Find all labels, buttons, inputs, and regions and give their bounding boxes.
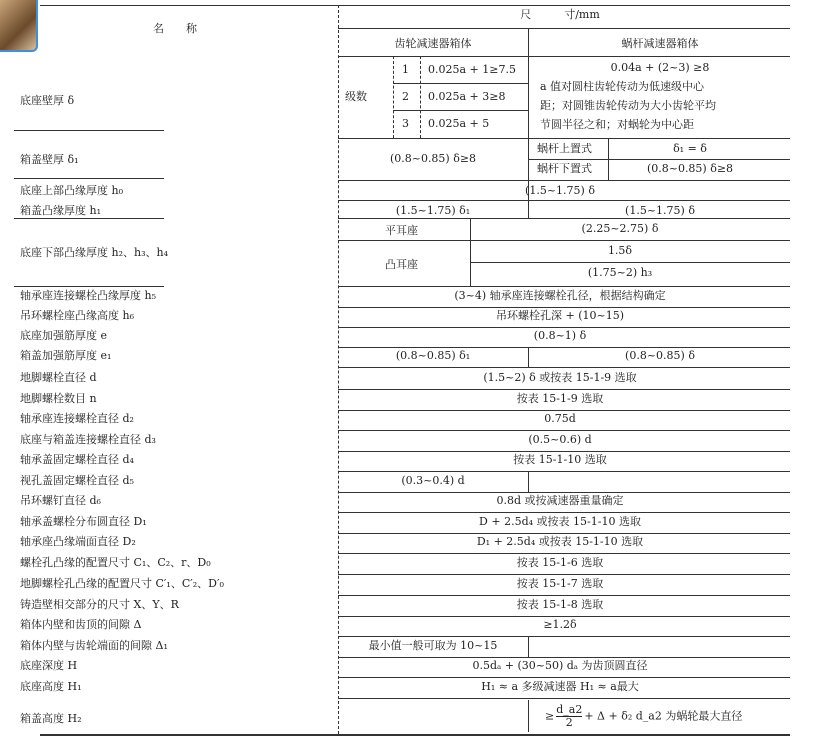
rule bbox=[338, 180, 790, 181]
row-name: 轴承盖螺栓分布圆直径 D₁ bbox=[20, 514, 147, 528]
rule bbox=[338, 657, 790, 658]
worm-box-header: 蜗杆减速器箱体 bbox=[621, 37, 699, 50]
cover-rib-gear: (0.8~0.85) δ₁ bbox=[395, 349, 471, 362]
rule bbox=[14, 286, 164, 287]
rule bbox=[393, 56, 394, 138]
fraction bbox=[556, 704, 582, 729]
row-value: (0.8~1) δ bbox=[533, 329, 587, 342]
row-name: 地脚螺栓直径 d bbox=[20, 371, 97, 384]
rule bbox=[338, 200, 790, 201]
flat-value: (2.25~2.75) δ bbox=[581, 222, 659, 235]
rule bbox=[338, 286, 790, 287]
rule bbox=[338, 56, 790, 57]
stage-formula: 0.025a + 5 bbox=[428, 117, 490, 130]
rule bbox=[470, 240, 790, 241]
row-name: 底座与箱盖连接螺栓直径 d₃ bbox=[20, 432, 156, 446]
cover-wall-gear: (0.8~0.85) δ≥8 bbox=[389, 152, 477, 165]
row-value: 吊环螺栓孔深 + (10~15) bbox=[495, 309, 625, 322]
row-name: 箱盖加强筋厚度 e₁ bbox=[20, 349, 112, 362]
worm-note: 距；对圆锥齿轮传动为大小齿轮平均 bbox=[540, 99, 716, 112]
geq-symbol: ≥ bbox=[545, 709, 555, 723]
rule bbox=[338, 595, 790, 596]
name-header: 名 称 bbox=[153, 22, 197, 35]
rule bbox=[393, 110, 528, 111]
rule bbox=[528, 472, 529, 492]
row-value: H₁ ≈ a 多级减速器 H₁ ≈ a最大 bbox=[481, 679, 639, 693]
cover-height-formula bbox=[545, 704, 742, 729]
row-name: 箱盖高度 H₂ bbox=[20, 712, 82, 726]
rule bbox=[528, 200, 529, 218]
stages-label: 级数 bbox=[345, 90, 367, 103]
rule bbox=[528, 637, 529, 657]
row-name: 地脚螺栓数目 n bbox=[20, 391, 97, 405]
row-value: (1.5~1.75) δ bbox=[525, 184, 595, 197]
row-name: 轴承盖固定螺栓直径 d₄ bbox=[20, 453, 134, 466]
sight-value: (0.3~0.4) d bbox=[401, 473, 465, 487]
rule bbox=[338, 367, 790, 368]
row-name: 轴承座连接螺栓凸缘厚度 h₅ bbox=[20, 289, 156, 302]
column-divider bbox=[338, 5, 339, 734]
gap-value: 最小值一般可取为 10~15 bbox=[368, 638, 498, 652]
row-value: 0.8d 或按减速器重量确定 bbox=[496, 494, 624, 507]
row-name: 吊环螺栓座凸缘高度 h₆ bbox=[20, 309, 134, 322]
rule bbox=[528, 347, 529, 367]
gear-box-header: 齿轮减速器箱体 bbox=[394, 37, 472, 50]
stage-number: 2 bbox=[402, 90, 409, 103]
stage-number: 3 bbox=[402, 117, 409, 130]
row-name: 地脚螺栓孔凸缘的配置尺寸 C′₁、C′₂、D′₀ bbox=[20, 576, 224, 590]
row-name: 底座下部凸缘厚度 h₂、h₃、h₄ bbox=[20, 246, 168, 259]
rule bbox=[420, 56, 421, 138]
worm-note: 节圆半径之和；对蜗轮为中心距 bbox=[540, 118, 694, 131]
raised-value: 1.5δ bbox=[607, 244, 633, 257]
rule bbox=[338, 240, 470, 241]
row-name: 箱体内壁和齿顶的间隙 Δ bbox=[20, 618, 142, 632]
row-value: D + 2.5d₄ 或按表 15-1-10 选取 bbox=[479, 514, 641, 528]
rule bbox=[338, 307, 790, 308]
rule bbox=[338, 327, 790, 328]
row-name: 螺栓孔凸缘的配置尺寸 C₁、C₂、r、D₀ bbox=[20, 556, 211, 570]
rule bbox=[393, 83, 528, 84]
row-value: ≥1.2δ bbox=[543, 618, 577, 632]
cover-flange-gear: (1.5~1.75) δ₁ bbox=[395, 204, 471, 217]
row-name: 箱盖壁厚 δ₁ bbox=[20, 153, 79, 166]
rule bbox=[338, 698, 790, 699]
rule bbox=[338, 574, 790, 575]
row-name: 吊环螺钉直径 d₆ bbox=[20, 494, 101, 507]
thumbnail-image[interactable] bbox=[0, 0, 38, 52]
rule bbox=[528, 700, 529, 732]
rule bbox=[338, 533, 790, 534]
rule bbox=[338, 471, 790, 472]
row-value: 按表 15-1-9 选取 bbox=[516, 391, 604, 405]
rule bbox=[338, 451, 790, 452]
row-value: (1.5~2) δ 或按表 15-1-9 选取 bbox=[483, 371, 637, 384]
row-name: 箱体内壁与齿轮端面的间隙 Δ₁ bbox=[20, 638, 168, 652]
dimension-header: 尺 寸/mm bbox=[520, 8, 600, 21]
worm-lower-value: (0.8~0.85) δ≥8 bbox=[646, 162, 734, 175]
formula-suffix: + Δ + δ₂ d_a2 为蜗轮最大直径 bbox=[584, 709, 743, 723]
row-name: 底座壁厚 δ bbox=[20, 94, 75, 107]
rule bbox=[338, 347, 790, 348]
rule bbox=[338, 677, 790, 678]
bottom-rule bbox=[40, 734, 790, 736]
cover-flange-worm: (1.5~1.75) δ bbox=[625, 204, 695, 217]
row-value: 0.5dₐ + (30~50) dₐ 为齿顶圆直径 bbox=[472, 659, 648, 673]
rule bbox=[338, 512, 790, 513]
rule bbox=[338, 218, 790, 219]
row-value: 按表 15-1-6 选取 bbox=[516, 556, 604, 570]
rule bbox=[338, 492, 790, 493]
row-value: 按表 15-1-10 选取 bbox=[513, 453, 607, 466]
rule bbox=[338, 389, 790, 390]
flat-ear-label: 平耳座 bbox=[385, 224, 418, 237]
row-value: 按表 15-1-7 选取 bbox=[516, 576, 604, 590]
denominator: 2 bbox=[565, 716, 573, 730]
row-name: 轴承座凸缘端面直径 D₂ bbox=[20, 535, 136, 549]
row-value: 按表 15-1-8 选取 bbox=[516, 597, 604, 611]
rule bbox=[338, 430, 790, 431]
worm-wall-formula: 0.04a + (2~3) ≥8 bbox=[610, 61, 710, 74]
row-value: (0.5~0.6) d bbox=[528, 432, 592, 446]
rule bbox=[338, 636, 790, 637]
rule bbox=[338, 28, 790, 29]
row-name: 铸造壁相交部分的尺寸 X、Y、R bbox=[20, 597, 179, 611]
row-name: 轴承座连接螺栓直径 d₂ bbox=[20, 412, 134, 425]
rule bbox=[338, 410, 790, 411]
numerator: d_a2 bbox=[556, 703, 583, 717]
row-name: 底座高度 H₁ bbox=[20, 679, 82, 693]
raised-ear-label: 凸耳座 bbox=[385, 258, 418, 271]
row-name: 箱盖凸缘厚度 h₁ bbox=[20, 204, 101, 217]
worm-note: a 值对圆柱齿轮传动为低速级中心 bbox=[540, 80, 705, 93]
stage-formula: 0.025a + 3≥8 bbox=[428, 90, 506, 103]
rule bbox=[528, 159, 790, 160]
row-name: 底座深度 H bbox=[20, 659, 78, 673]
row-value: D₁ + 2.5d₄ 或按表 15-1-10 选取 bbox=[476, 535, 644, 549]
worm-lower-label: 蜗杆下置式 bbox=[537, 162, 592, 175]
row-name: 底座加强筋厚度 e bbox=[20, 329, 108, 342]
rule bbox=[14, 218, 164, 219]
rule bbox=[14, 178, 164, 179]
row-value: (3~4) 轴承座连接螺栓孔径，根据结构确定 bbox=[454, 289, 666, 302]
rule bbox=[338, 553, 790, 554]
cover-rib-worm: (0.8~0.85) δ bbox=[625, 349, 695, 362]
stage-formula: 0.025a + 1≥7.5 bbox=[428, 63, 516, 76]
top-rule bbox=[40, 5, 790, 6]
rule bbox=[338, 138, 790, 139]
raised-value: (1.75~2) h₃ bbox=[587, 266, 653, 279]
worm-upper-value: δ₁ = δ bbox=[673, 142, 707, 155]
row-name: 视孔盖固定螺栓直径 d₅ bbox=[20, 473, 134, 487]
row-name: 底座上部凸缘厚度 h₀ bbox=[20, 184, 123, 197]
row-value: 0.75d bbox=[544, 412, 576, 425]
stage-number: 1 bbox=[402, 63, 409, 76]
worm-upper-label: 蜗杆上置式 bbox=[537, 142, 592, 155]
rule bbox=[14, 130, 164, 131]
rule bbox=[470, 262, 790, 263]
rule bbox=[470, 218, 471, 286]
rule bbox=[338, 616, 790, 617]
